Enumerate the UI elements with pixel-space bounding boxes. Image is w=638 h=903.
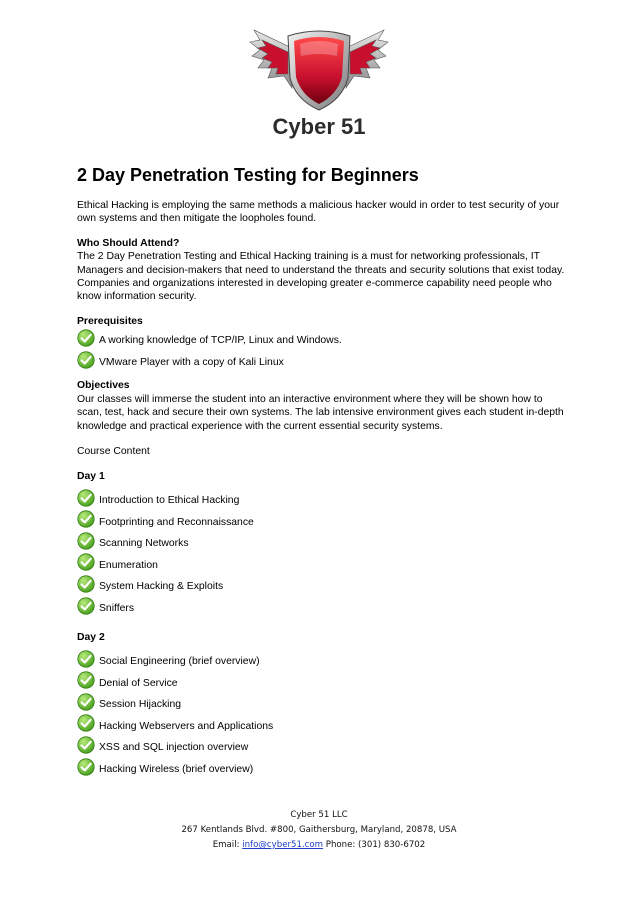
footer-phone: Phone: (301) 830-6702 bbox=[325, 840, 426, 850]
list-item: Sniffers bbox=[77, 598, 567, 620]
check-icon bbox=[77, 693, 95, 711]
list-item: A working knowledge of TCP/IP, Linux and Windows. bbox=[77, 330, 567, 352]
check-icon bbox=[77, 329, 95, 347]
list-item: Introduction to Ethical Hacking bbox=[77, 490, 567, 512]
check-icon bbox=[77, 532, 95, 550]
list-item: Footprinting and Reconnaissance bbox=[77, 511, 567, 533]
footer-email-link[interactable]: info@cyber51.com bbox=[242, 840, 324, 850]
intro-paragraph: Ethical Hacking is employing the same methods a malicious hacker would in order to test security of your own systems and then mitigate the loopholes found. bbox=[77, 200, 560, 225]
footer-contact bbox=[0, 838, 638, 853]
check-icon bbox=[77, 510, 95, 528]
prerequisites-list bbox=[77, 330, 567, 373]
objectives-section bbox=[77, 379, 567, 433]
attend-heading: Who Should Attend? bbox=[77, 237, 180, 249]
cyber51-logo bbox=[248, 26, 390, 144]
page-footer bbox=[0, 808, 638, 853]
day2-list bbox=[77, 651, 567, 781]
list-item: XSS and SQL injection overview bbox=[77, 737, 567, 759]
list-item: VMware Player with a copy of Kali Linux bbox=[77, 352, 567, 374]
document-body bbox=[77, 164, 567, 780]
check-icon bbox=[77, 575, 95, 593]
objectives-text: Our classes will immerse the student into an interactive environment where they will be shown how to scan, test, hack and secure their own systems. The lab intensive environment gives each student in-depth knowledge and practical experience with the current essential security systems. bbox=[77, 393, 564, 432]
footer-address: 267 Kentlands Blvd. #800, Gaithersburg, Maryland, 20878, USA bbox=[181, 825, 457, 835]
list-item: Session Hijacking bbox=[77, 694, 567, 716]
objectives-heading: Objectives bbox=[77, 380, 130, 392]
check-icon bbox=[77, 553, 95, 571]
list-item: Scanning Networks bbox=[77, 533, 567, 555]
list-item: System Hacking & Exploits bbox=[77, 576, 567, 598]
check-icon bbox=[77, 597, 95, 615]
prerequisites-section bbox=[77, 315, 567, 374]
check-icon bbox=[77, 650, 95, 668]
attend-text: The 2 Day Penetration Testing and Ethical Hacking training is a must for networking professionals, IT Managers and decision-makers that need to understand the threats and security solutions that exist today. Companies and organizations interested in developing greater e-commerce capability need people who know information security. bbox=[77, 251, 565, 303]
check-icon bbox=[77, 671, 95, 689]
check-icon bbox=[77, 489, 95, 507]
check-icon bbox=[77, 351, 95, 369]
list-item: Enumeration bbox=[77, 555, 567, 577]
day2-heading: Day 2 bbox=[77, 632, 105, 644]
check-icon bbox=[77, 758, 95, 776]
list-item: Hacking Webservers and Applications bbox=[77, 716, 567, 738]
page-title: 2 Day Penetration Testing for Beginners bbox=[77, 165, 419, 185]
footer-company: Cyber 51 LLC bbox=[290, 810, 348, 820]
list-item: Social Engineering (brief overview) bbox=[77, 651, 567, 673]
footer-email-label: Email: bbox=[212, 840, 240, 850]
list-item: Hacking Wireless (brief overview) bbox=[77, 759, 567, 781]
list-item: Denial of Service bbox=[77, 672, 567, 694]
day1-list bbox=[77, 490, 567, 620]
prerequisites-heading: Prerequisites bbox=[77, 315, 143, 327]
logo-brand-text: Cyber 51 bbox=[272, 114, 366, 139]
day1-heading: Day 1 bbox=[77, 471, 105, 483]
attend-section bbox=[77, 237, 567, 304]
check-icon bbox=[77, 714, 95, 732]
course-content-label: Course Content bbox=[77, 446, 150, 458]
check-icon bbox=[77, 736, 95, 754]
